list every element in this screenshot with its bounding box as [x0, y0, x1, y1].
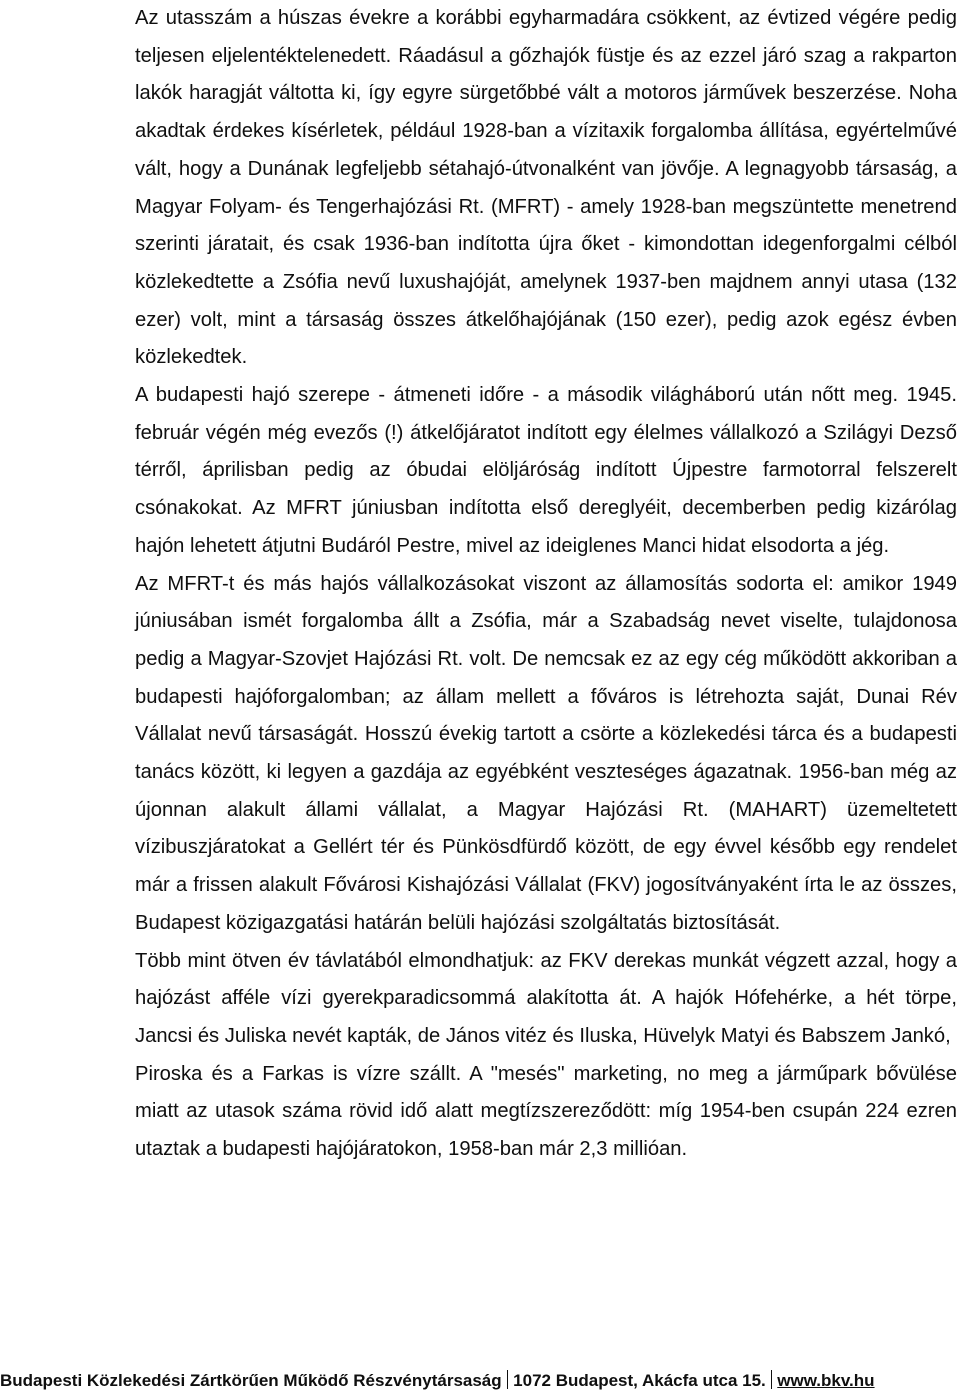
document-body — [135, 0, 957, 1169]
footer-website-link[interactable]: www.bkv.hu — [777, 1371, 875, 1390]
paragraph-3: Az MFRT-t és más hajós vállalkozásokat viszont az államosítás sodorta el: amikor 1949 júniusában ismét forgalomba állt a Zsófia, már a Szabadság nevet viselte, tulajdonosa pedig a Magyar-Szovjet Hajózási Rt. volt. De nemcsak ez az egy cég működött akkoriban a budapesti hajóforgalomban; az állam mellett a főváros is létrehozta saját, Dunai Rév Vállalat nevű társaságát. Hosszú évekig tartott a csörte a közlekedési tárca és a budapesti tanács között, ki legyen a gazdája az egyébként veszteséges ágazatnak. 1956-ban még az újonnan alakult állami vállalat, a Magyar Hajózási Rt. (MAHART) üzemeltetett vízibuszjáratokat a Gellért tér és Pünkösdfürdő között, de egy évvel később egy rendelet már a frissen alakult Fővárosi Kishajózási Vállalat (FKV) jogosítványaként írta le az összes, Budapest közigazgatási határán belüli hajózási szolgáltatás biztosítását. — [135, 572, 957, 934]
footer-separator — [771, 1370, 773, 1389]
paragraph-4: Több mint ötven év távlatából elmondhatjuk: az FKV derekas munkát végzett azzal, hogy a hajózást afféle vízi gyerekparadicsommá alakította át. A hajók Hófehérke, a hét törpe, Jancsi és Juliska nevét kapták, de János vitéz és Iluska, Hüvelyk Matyi és Babszem Jankó, — [135, 949, 957, 1047]
footer-company: Budapesti Közlekedési Zártkörűen Működő Részvénytársaság — [0, 1371, 502, 1390]
paragraph-5: Piroska és a Farkas is vízre szállt. A "mesés" marketing, no meg a járműpark bővülése miatt az utasok száma rövid idő alatt megtízszereződött: míg 1954-ben csupán 224 ezren utaztak a budapesti hajójáratokon, 1958-ban már 2,3 millióan. — [135, 1062, 957, 1161]
footer-address: 1072 Budapest, Akácfa utca 15. — [513, 1371, 766, 1390]
page-footer — [0, 1368, 960, 1394]
footer-separator — [507, 1370, 509, 1389]
paragraph-2: A budapesti hajó szerepe - átmeneti időre - a második világháború után nőtt meg. 1945. február végén még evezős (!) átkelőjáratot indított egy élelmes vállalkozó a Szilágyi Dezső térről, áprilisban pedig az óbudai elöljáróság indított Újpestre farmotorral felszerelt csónakokat. Az MFRT júniusban indította első dereglyéit, decemberben pedig kizárólag hajón lehetett átjutni Budáról Pestre, mivel az ideiglenes Manci hidat elsodorta a jég. — [135, 384, 957, 557]
paragraph-1: Az utasszám a húszas évekre a korábbi egyharmadára csökkent, az évtized végére pedig teljesen eljelentéktelenedett. Ráadásul a gőzhajók füstje és az ezzel járó szag a rakparton lakók haragját váltotta ki, így egyre sürgetőbbé vált a motoros járművek beszerzése. Noha akadtak érdekes kísérletek, például 1928-ban a vízitaxik forgalomba állítása, egyértelművé vált, hogy a Dunának legfeljebb sétahajó-útvonalként van jövője. A legnagyobb társaság, a Magyar Folyam- és Tengerhajózási Rt. (MFRT) - amely 1928-ban megszüntette menetrend szerinti járatait, és csak 1936-ban indította újra őket - kimondottan idegenforgalmi célból közlekedtette a Zsófia nevű luxushajóját, amelynek 1937-ben majdnem annyi utasa (132 ezer) volt, mint a társaság összes átkelőhajójának (150 ezer), pedig azok egész évben közlekedtek. — [135, 7, 957, 369]
